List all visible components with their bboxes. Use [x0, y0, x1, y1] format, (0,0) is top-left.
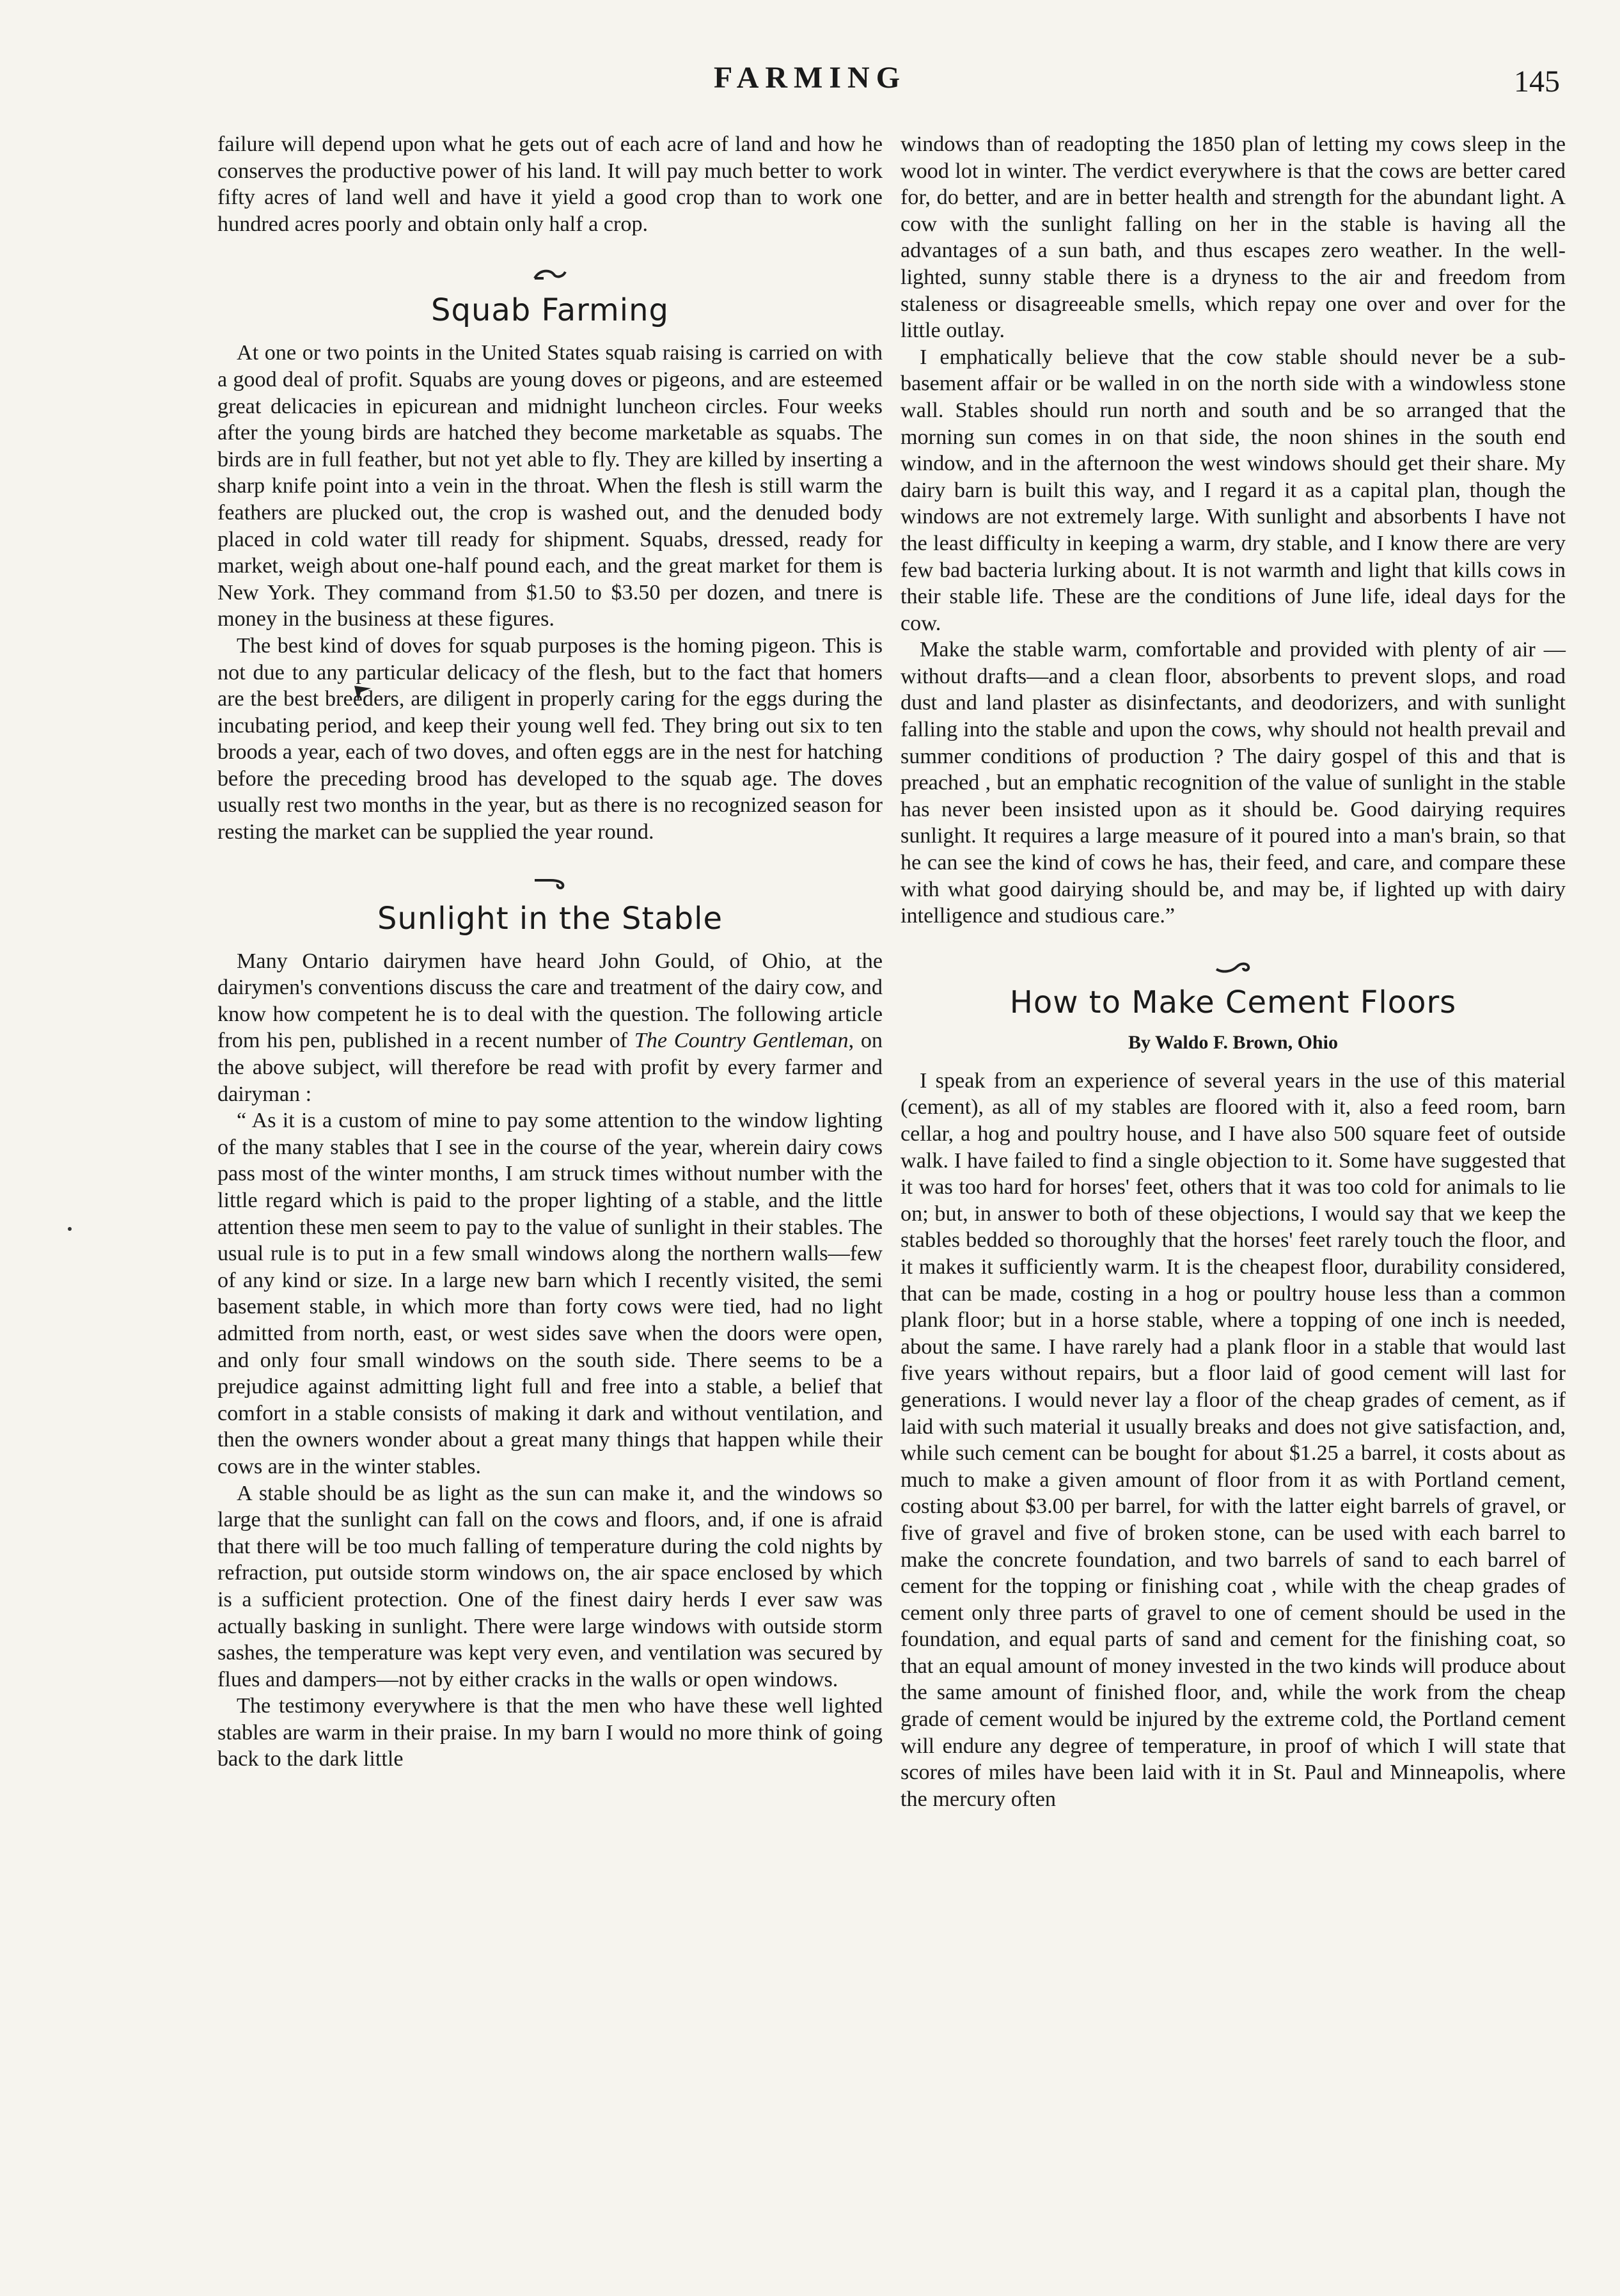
sunlight-intro-text: Many Ontario dairymen have heard John Gould, of Ohio, at the dairymen's conventions discuss the care and treatment of the dairy cow, and know how competent he is to deal with the question. The following article from his pen, published in a recent number of	[217, 949, 883, 1053]
ornament-icon	[531, 875, 569, 892]
page-header	[0, 58, 1620, 109]
sunlight-continued-paragraph-3: Make the stable warm, comfortable and provided with plenty of air —without drafts—and a clean floor, absorbents to prevent slops, and road dust and land plaster as disinfectants, and deodorizers, and with sunlight falling into the stable and upon the cows, why should not health prevail and summer conditions of production ? The dairy gospel of this and that is preached , but an emphatic recognition of the value of sunlight in the stable has never been insisted upon as it should be. Good dairying requires sunlight. It requires a large measure of it poured into a man's brain, so that he can see the kind of cows he has, their feed, and care, and compare these with what good dairying should be, and may be, if lighted up with dairy intelligence and studious care.”	[900, 638, 1566, 928]
sunlight-continued-paragraph-2: I emphatically believe that the cow stable should never be a sub-basement affair or be walled in on the north side with a windowless stone wall. Stables should run north and south and be so arranged that the morning sun comes in on that side, the noon shines in the south end window, and in the afternoon the west windows should get their share. My dairy barn is built this way, and I regard it as a capital plan, though the windows are not extremely large. With sunlight and absorbents I have not the least difficulty in keeping a warm, dry stable, and I know there are very few bad bacteria lurking about. It is not warmth and light that kills cows in their stable life. These are the conditions of June life, ideal days for the cow.	[900, 345, 1566, 635]
squab-paragraph-1: At one or two points in the United States squab raising is carried on with a good deal of profit. Squabs are young doves or pigeons, and are esteemed great delicacies in epicurean and midnight luncheon circles. Four weeks after the young birds are hatched they become marketable as squabs. The birds are in full feather, but not yet able to fly. They are killed by inserting a sharp knife point into a vein in the throat. When the flesh is still warm the feathers are plucked out, the crop is washed out, and the denuded body placed in cold water till ready for shipment. Squabs, dressed, ready for market, weigh about one-half pound each, and the great market for them is New York. They command from $1.50 to $3.50 per dozen, and tnere is money in the business at these figures.	[217, 341, 883, 631]
publication-name: The Country Gentleman	[634, 1029, 849, 1053]
margin-dot	[68, 1227, 72, 1231]
sunlight-title: Sunlight in the Stable	[377, 900, 723, 937]
cement-byline: By Waldo F. Brown, Ohio	[1128, 1031, 1338, 1053]
sunlight-intro-paragraph	[217, 948, 883, 1108]
sunlight-continued-paragraph-1: windows than of readopting the 1850 plan of letting my cows sleep in the wood lot in winter. The verdict everywhere is that the cows are better cared for, do better, and are in better health and strength for the abundant light. A cow with the sunlight falling on her in the stable is having all the advantages of a sun bath, and thus escapes zero weather. In the well-lighted, sunny stable there is a dryness to the air and freedom from staleness or disagreeable smells, which repay one over and over for the little outlay.	[900, 132, 1566, 343]
running-title: FARMING	[713, 61, 907, 95]
squab-paragraph-2: The best kind of doves for squab purposes is the homing pigeon. This is not due to any particular delicacy of the flesh, but to the fact that homers are the best breeders, are diligent in properly caring for the eggs during the incubating period, and keep their young well fed. They bring out six to ten broods a year, each of two doves, and often eggs are in the nest for hatching before the preceding brood has developed to the squab age. The doves usually rest two months in the year, but as there is no recognized season for resting the market can be supplied the year round.	[217, 633, 883, 844]
cement-floors-title: How to Make Cement Floors	[1009, 984, 1457, 1020]
ornament-icon	[531, 267, 569, 283]
right-column	[900, 131, 1566, 1812]
sunlight-paragraph-2: A stable should be as light as the sun can make it, and the windows so large that the sunlight can fall on the cows and floors, and, if one is afraid that there will be too much falling of temperature during the cold nights by refraction, put outside storm windows on, the air space enclosed by which is a sufficient protection. One of the finest dairy herds I ever saw was actually basking in sunlight. There were large windows with outside storm sashes, the temperature was kept very even, and ventilation was secured by flues and dampers—not by either cracks in the walls or open windows.	[217, 1481, 883, 1691]
ornament-icon	[1214, 959, 1252, 976]
sunlight-paragraph-1: “ As it is a custom of mine to pay some attention to the window lighting of the many stables that I see in the course of the year, wherein dairy cows pass most of the winter months, I am struck times without number with the little regard which is paid to the proper lighting of a stable, and the little attention these men seem to pay to the value of sunlight in their stables. The usual rule is to put in a few small windows along the northern walls—few of any kind or size. In a large new barn which I recently visited, the semi basement stable, in which more than forty cows were tied, had no light admitted from north, east, or west sides save when the doors were open, and only four small windows on the south side. There seems to be a prejudice against admitting light full and free into a stable, a belief that comfort in a stable consists of making it dark and without ventilation, and then the owners wonder about a great many things that happen while their cows are in the winter stables.	[217, 1109, 883, 1478]
sunlight-intro-text-end: , on the above subject, will therefore be read with profit by every farmer and dairyman :	[217, 1029, 883, 1106]
cement-paragraph: I speak from an experience of several years in the use of this material (cement), as all of my stables are floored with it, also a feed room, barn cellar, a hog and poultry house, and I have also 500 square feet of outside walk. I have failed to find a single objection to it. Some have suggested that it was too hard for horses' feet, others that it was too cold for animals to lie on; but, in answer to both of these objections, I would say that we keep the stables bedded so thoroughly that the horses' feet rarely touch the floor, and it makes it sufficiently warm. It is the cheapest floor, durability considered, that can be made, costing in a hog or poultry house less than a common plank floor; but in a horse stable, where a topping of one inch is needed, about the same. I have rarely had a plank floor in a stable that would last five years without repairs, but a floor laid of good cement will last for generations. I would never lay a floor of the cheap grades of cement, as if laid with such material it usually breaks and does not give satisfaction, and, while such cement can be bought for about $1.25 a barrel, it costs about as much to make a given amount of floor from it as with Portland cement, costing about $3.00 per barrel, for with the latter eight barrels of gravel, or five of gravel and five of broken stone, can be used with each barrel to make the concrete foundation, and two barrels of sand to each barrel of cement for the topping or finishing coat , while with the cheap grades of cement only three parts of gravel to one of cement should be used in the foundation, and equal parts of sand and cement for the finishing coat, so that an equal amount of money invested in the two kinds will produce about the same amount of finished floor, and, while the work from the cheap grade of cement would be injured by the extreme cold, the Portland cement will endure any degree of temperature, in proof of which I will state that scores of miles have been laid with it in St. Paul and Minneapolis, where the mercury often	[900, 1068, 1566, 1811]
sunlight-paragraph-3: The testimony everywhere is that the men who have these well lighted stables are warm in their praise. In my barn I would no more think of going back to the dark little	[217, 1694, 883, 1771]
intro-paragraph: failure will depend upon what he gets out of each acre of land and how he conserves the productive power of his land. It will pay much better to work fifty acres of land well and have it yield a good crop than to work one hundred acres poorly and obtain only half a crop.	[217, 132, 883, 236]
page-number: 145	[1514, 65, 1560, 99]
left-column	[217, 131, 883, 1773]
squab-farming-title: Squab Farming	[431, 292, 669, 329]
